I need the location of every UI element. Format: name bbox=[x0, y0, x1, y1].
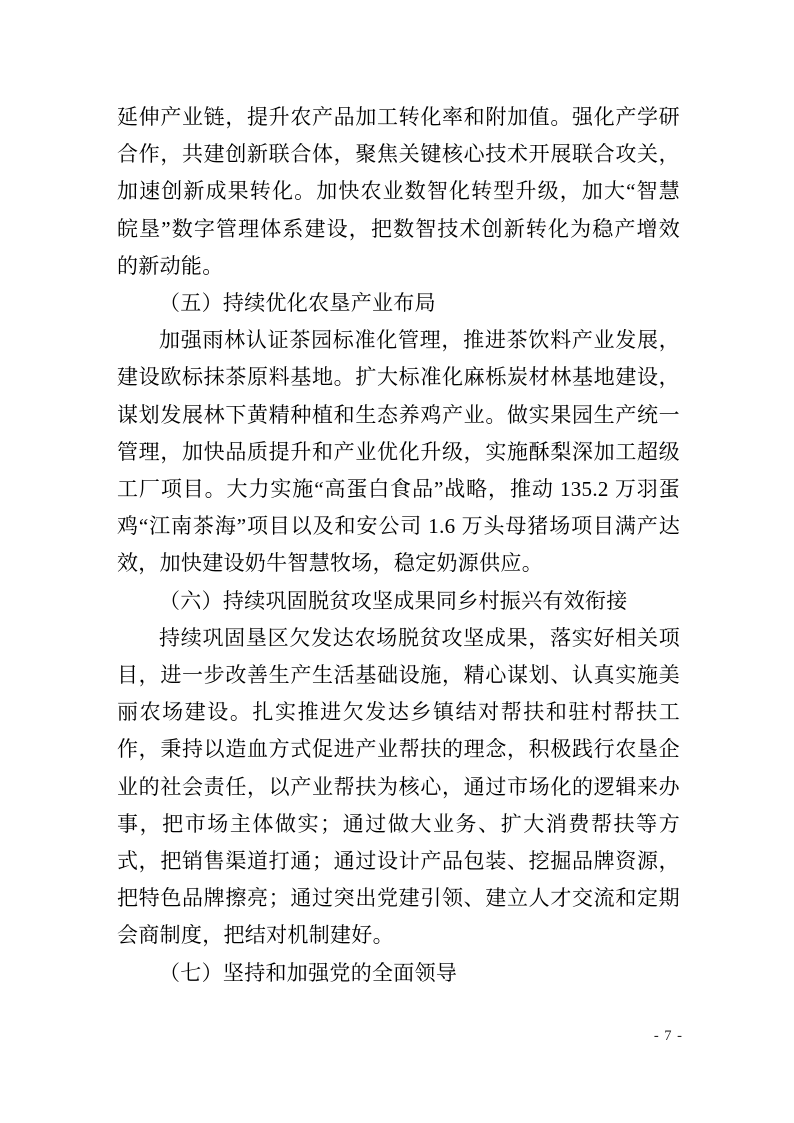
section-heading-6: （六）持续巩固脱贫攻坚成果同乡村振兴有效衔接 bbox=[159, 588, 628, 613]
document-text-block bbox=[117, 99, 680, 992]
page-number: - 7 - bbox=[653, 1028, 683, 1044]
paragraph-section-6-body: 持续巩固垦区欠发达农场脱贫攻坚成果，落实好相关项目，进一步改善生产生活基础设施，精心谋划、认真实施美丽农场建设。扎实推进欠发达乡镇结对帮扶和驻村帮扶工作，秉持以造血方式促进产业帮扶的理念，积极践行农垦企业的社会责任，以产业帮扶为核心，通过市场化的逻辑来办事，把市场主体做实；通过做大业务、扩大消费帮扶等方式，把销售渠道打通；通过设计产品包装、挖掘品牌资源，把特色品牌擦亮；通过突出党建引领、建立人才交流和定期会商制度，把结对机制建好。 bbox=[117, 625, 680, 948]
section-heading-5: （五）持续优化农垦产业布局 bbox=[159, 291, 436, 316]
section-heading-7: （七）坚持和加强党的全面领导 bbox=[159, 960, 458, 985]
paragraph-continued: 延伸产业链，提升农产品加工转化率和附加值。强化产学研合作，共建创新联合体，聚焦关键核心技术开展联合攻关，加速创新成果转化。加快农业数智化转型升级，加大“智慧皖垦”数字管理体系建设，把数智技术创新转化为稳产增效的新动能。 bbox=[117, 105, 680, 278]
paragraph-section-5-body: 加强雨林认证茶园标准化管理，推进茶饮料产业发展，建设欧标抹茶原料基地。扩大标准化麻栎炭材林基地建设，谋划发展林下黄精种植和生态养鸡产业。做实果园生产统一管理，加快品质提升和产业优化升级，实施酥梨深加工超级工厂项目。大力实施“高蛋白食品”战略，推动 135.2 万羽蛋鸡“江南茶海”项目以及和安公司 1.6 万头母猪场项目满产达效，加快建设奶牛智慧牧场，稳定奶源供应。 bbox=[117, 328, 680, 576]
